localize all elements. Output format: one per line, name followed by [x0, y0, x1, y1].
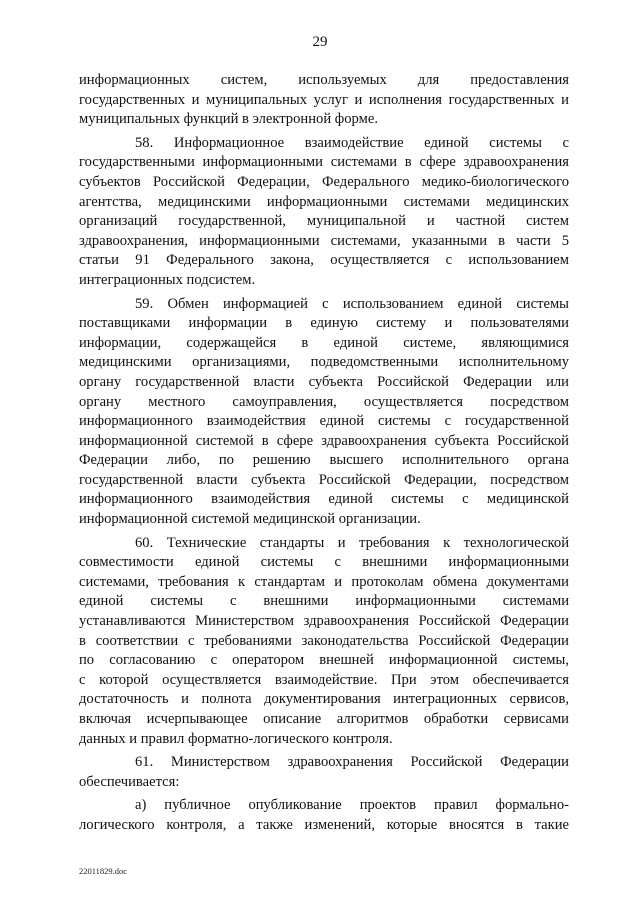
- text-line: 59. Обмен информацией с использованием единой системы: [135, 295, 569, 312]
- text-line: информации, содержащейся в единой системе, являющимися: [79, 334, 569, 351]
- paragraph: [79, 71, 569, 130]
- text-line: с которой осуществляется взаимодействие. При этом обеспечивается: [79, 671, 569, 688]
- text-line: государственными информационными системами в сфере здравоохранения: [79, 154, 569, 171]
- text-line: а) публичное опубликование проектов правил формально-: [135, 797, 569, 814]
- text-line: медицинскими организациями, подведомственными исполнительному: [79, 354, 569, 371]
- text-line: устанавливаются Министерством здравоохранения Российской Федерации: [79, 613, 569, 630]
- text-line: 60. Технические стандарты и требования к технологической: [135, 534, 569, 551]
- text-line: государственной власти субъекта Российской Федерации, посредством: [79, 471, 569, 488]
- text-line: здравоохранения, информационными системами, указанными в части 5: [79, 232, 569, 249]
- text-line: информационных систем, используемых для предоставления: [79, 72, 569, 88]
- text-line: информационной системой медицинской организации.: [79, 511, 421, 528]
- paragraph: [79, 295, 569, 530]
- text-line: интеграционных подсистем.: [79, 271, 256, 288]
- text-line: органу государственной власти субъекта Российской Федерации или: [79, 373, 569, 390]
- text-line: достаточность и полнота документирования интеграционных сервисов,: [79, 691, 569, 708]
- text-line: совместимости единой системы с внешними информационными: [79, 554, 569, 571]
- text-line: субъектов Российской Федерации, Федерального медико-биологического: [79, 173, 569, 190]
- text-line: организаций государственной, муниципальной и частной систем: [79, 213, 569, 230]
- text-line: информационной системой в сфере здравоохранения субъекта Российской: [79, 432, 569, 449]
- paragraph: [79, 534, 569, 750]
- document-body: [79, 71, 569, 836]
- footer-filename: 22011829.doc: [79, 866, 128, 876]
- text-line: в соответствии с требованиями законодательства Российской Федерации: [79, 632, 569, 649]
- text-line: информационного взаимодействия единой системы с государственной: [79, 413, 569, 430]
- text-line: Федерации либо, по решению высшего исполнительного органа: [79, 452, 569, 469]
- text-line: логического контроля, а также изменений, которые вносятся в такие: [79, 816, 569, 833]
- text-line: органу местного самоуправления, осуществляется посредством: [79, 393, 569, 410]
- text-line: поставщиками информации в единую систему и пользователями: [79, 315, 569, 332]
- text-line: муниципальных функций в электронной форме.: [79, 111, 378, 128]
- text-line: 58. Информационное взаимодействие единой системы с: [135, 134, 569, 151]
- text-line: данных и правил форматно-логического контроля.: [79, 730, 393, 747]
- text-line: информационного взаимодействия единой системы с медицинской: [79, 491, 569, 508]
- text-line: государственных и муниципальных услуг и исполнения государственных и: [79, 91, 569, 108]
- text-line: системами, требования к стандартам и протоколам обмена документами: [79, 573, 569, 590]
- text-line: включая исчерпывающее описание алгоритмов обработки сервисами: [79, 711, 569, 727]
- text-line: статьи 91 Федерального закона, осуществляется с использованием: [79, 252, 569, 269]
- text-line: агентства, медицинскими информационными системами медицинских: [79, 193, 569, 210]
- text-line: единой системы с внешними информационными системами: [79, 593, 569, 610]
- paragraph: [79, 753, 569, 792]
- paragraph: [79, 796, 569, 835]
- text-line: обеспечивается:: [79, 773, 180, 790]
- page-number: 29: [312, 34, 328, 50]
- paragraph: [79, 134, 569, 291]
- text-line: по согласованию с оператором внешней информационной системы,: [79, 652, 569, 669]
- text-line: 61. Министерством здравоохранения Российской Федерации: [135, 754, 569, 771]
